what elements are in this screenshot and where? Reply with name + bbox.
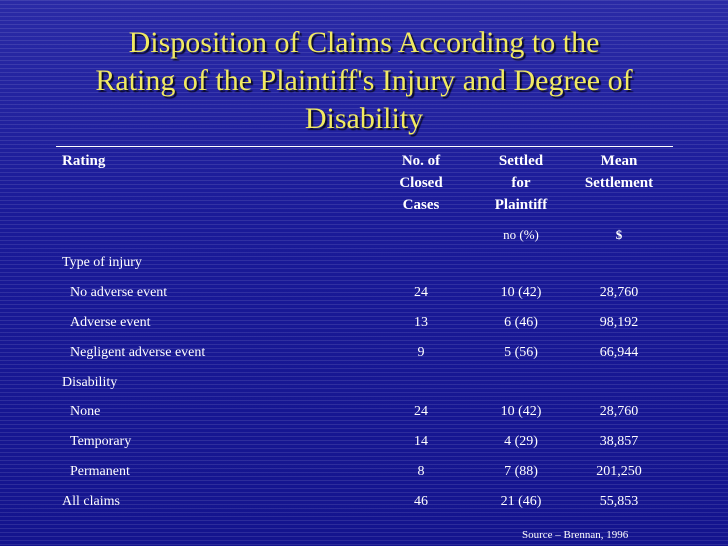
row-cases: 14 xyxy=(414,434,428,449)
row-cases: 13 xyxy=(414,315,428,330)
section-disability: Disability xyxy=(62,375,118,390)
header-cases-line-2: Closed xyxy=(399,175,443,191)
row-settled-total: 21 (46) xyxy=(500,494,542,509)
title-line-3: Disability xyxy=(304,102,424,135)
row-cases-total: 46 xyxy=(414,494,428,509)
row-mean: 98,192 xyxy=(599,315,639,330)
row-label-total: All claims xyxy=(62,494,120,509)
row-cases: 9 xyxy=(417,345,425,360)
row-settled: 4 (29) xyxy=(504,434,538,449)
row-settled: 7 (88) xyxy=(504,464,538,479)
row-mean-total: 55,853 xyxy=(599,494,639,509)
row-settled: 10 (42) xyxy=(500,404,542,419)
header-mean-line-2: Settlement xyxy=(584,175,654,191)
row-label: Negligent adverse event xyxy=(70,345,206,360)
row-cases: 24 xyxy=(414,285,428,300)
row-mean: 66,944 xyxy=(599,345,639,360)
header-settled-line-3: Plaintiff xyxy=(494,197,548,213)
unit-mean: $ xyxy=(615,227,623,242)
row-label: None xyxy=(70,404,101,419)
header-rating: Rating xyxy=(62,153,106,169)
row-cases: 24 xyxy=(414,404,428,419)
header-mean-line-1: Mean xyxy=(600,153,638,169)
row-mean: 201,250 xyxy=(596,464,642,479)
row-mean: 28,760 xyxy=(599,285,639,300)
row-mean: 28,760 xyxy=(599,404,639,419)
header-divider xyxy=(56,146,673,147)
header-cases-line-1: No. of xyxy=(401,153,441,169)
header-settled-line-2: for xyxy=(511,175,531,191)
row-mean: 38,857 xyxy=(599,434,639,449)
section-type-of-injury: Type of injury xyxy=(62,255,142,270)
title-line-1: Disposition of Claims According to the xyxy=(128,26,600,59)
row-cases: 8 xyxy=(417,464,425,479)
title-line-2: Rating of the Plaintiff's Injury and Degree of xyxy=(95,64,633,97)
header-cases-line-3: Cases xyxy=(402,197,440,213)
unit-settled: no (%) xyxy=(503,227,539,242)
header-settled-line-1: Settled xyxy=(498,153,544,169)
row-settled: 6 (46) xyxy=(504,315,538,330)
row-label: Adverse event xyxy=(70,315,151,330)
source-note: Source – Brennan, 1996 xyxy=(522,529,629,541)
row-label: Permanent xyxy=(70,464,130,479)
row-settled: 10 (42) xyxy=(500,285,542,300)
slide-title xyxy=(40,24,688,138)
row-settled: 5 (56) xyxy=(504,345,538,360)
row-label: Temporary xyxy=(70,434,132,449)
row-label: No adverse event xyxy=(70,285,168,300)
